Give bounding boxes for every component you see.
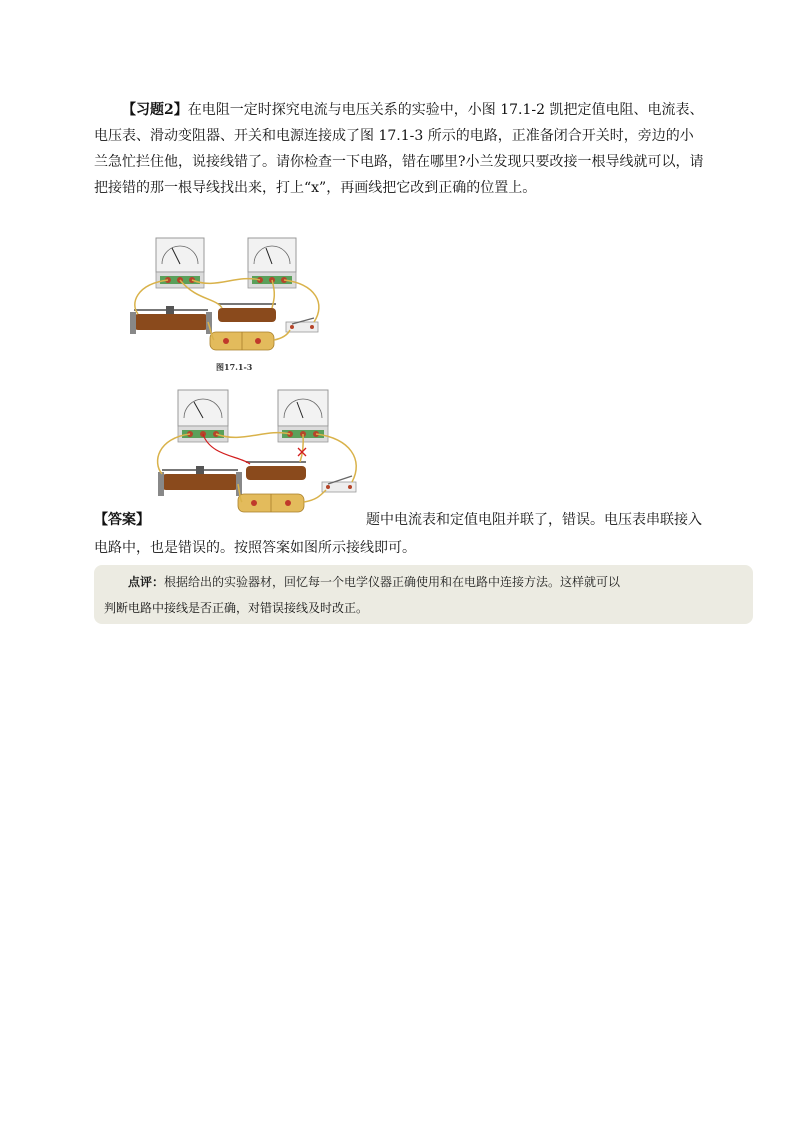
- fixed-resistor-illustration: [246, 462, 306, 480]
- comment-label: 点评：: [128, 575, 165, 589]
- answer-tag: 【答案】: [94, 512, 150, 528]
- circuit-figure-original: [126, 234, 326, 374]
- question-tag: 【习题2】: [122, 102, 188, 118]
- rheostat-illustration: [158, 466, 242, 496]
- comment-line1: [128, 569, 728, 595]
- battery-illustration: [238, 494, 304, 512]
- answer-text-line1: 题中电流表和定值电阻并联了，错误。电压表串联接入: [366, 512, 702, 528]
- switch-illustration: [286, 318, 318, 332]
- comment-text-line2: 判断电路中接线是否正确，对错误接线及时改正。: [104, 601, 369, 615]
- battery-illustration: [210, 332, 274, 350]
- figure-caption: 图17.1-3: [216, 362, 253, 372]
- question-text: 在电阻一定时探究电流与电压关系的实验中，小图 17.1-2 凯把定值电阻、电流表、电压表、滑动变阻器、开关和电源连接成了图 17.1-3 所示的电路，正准备闭合开关时，旁边的小兰急忙拦住他，说接线错了。请你检查一下电路，错在哪里?小兰发现只要改接一根导线就可以，请把接错的那一根导线找出来，打上“x”，再画线把它改到正确的位置上。: [94, 102, 704, 196]
- question-paragraph: [94, 97, 706, 201]
- circuit-figure-answer: [150, 386, 368, 518]
- answer-text-line2: 电路中，也是错误的。按照答案如图所示接线即可。: [94, 540, 416, 556]
- comment-box: [94, 565, 753, 624]
- comment-text-line1: 根据给出的实验器材，回忆每一个电学仪器正确使用和在电路中连接方法。这样就可以: [164, 575, 621, 589]
- rheostat-illustration: [130, 306, 212, 334]
- fixed-resistor-illustration: [218, 304, 276, 322]
- switch-illustration: [322, 476, 356, 492]
